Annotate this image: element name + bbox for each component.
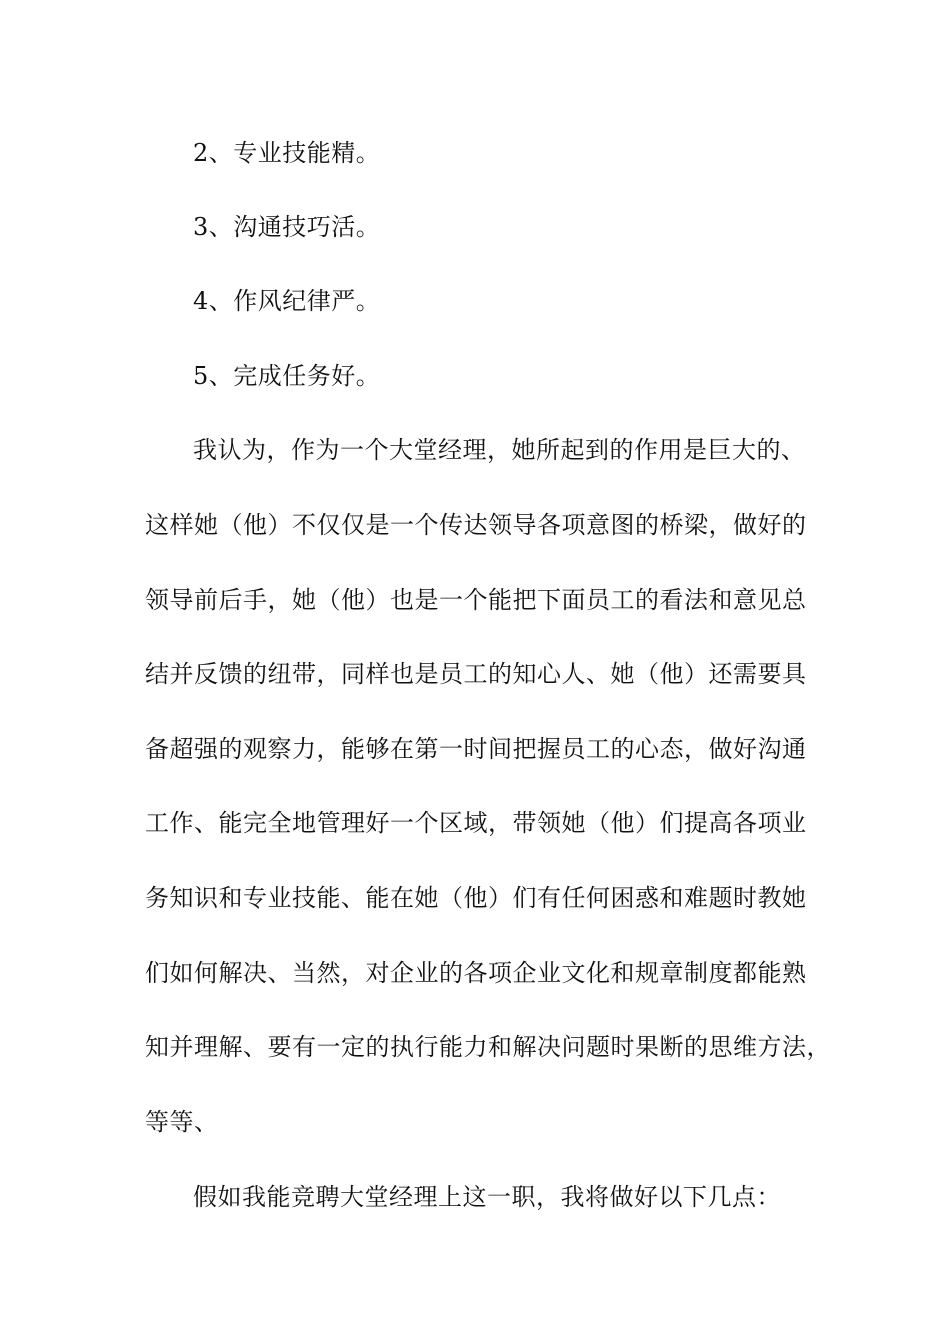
paragraph-line: 工作、能完全地管理好一个区域，带领她（他）们提高各项业 bbox=[145, 809, 807, 837]
paragraph-line: 备超强的观察力，能够在第一时间把握员工的心态，做好沟通 bbox=[145, 735, 807, 763]
closing-line: 假如我能竞聘大堂经理上这一职，我将做好以下几点： bbox=[193, 1183, 781, 1211]
paragraph-line: 结并反馈的纽带，同样也是员工的知心人、她（他）还需要具 bbox=[145, 660, 807, 688]
paragraph-line: 知并理解、要有一定的执行能力和解决问题时果断的思维方法， bbox=[145, 1033, 831, 1061]
paragraph-line: 我认为，作为一个大堂经理，她所起到的作用是巨大的、 bbox=[193, 436, 806, 464]
list-item-3: 3、沟通技巧活。 bbox=[193, 213, 381, 241]
paragraph-line: 等等、 bbox=[145, 1108, 219, 1136]
paragraph-line: 务知识和专业技能、能在她（他）们有任何困惑和难题时教她 bbox=[145, 884, 807, 912]
paragraph-line: 们如何解决、当然，对企业的各项企业文化和规章制度都能熟 bbox=[145, 959, 807, 987]
paragraph-line: 领导前后手，她（他）也是一个能把下面员工的看法和意见总 bbox=[145, 586, 807, 614]
list-item-5: 5、完成任务好。 bbox=[193, 362, 381, 390]
list-item-4: 4、作风纪律严。 bbox=[193, 287, 381, 315]
list-item-2: 2、专业技能精。 bbox=[193, 139, 381, 167]
paragraph-line: 这样她（他）不仅仅是一个传达领导各项意图的桥梁，做好的 bbox=[145, 511, 807, 539]
